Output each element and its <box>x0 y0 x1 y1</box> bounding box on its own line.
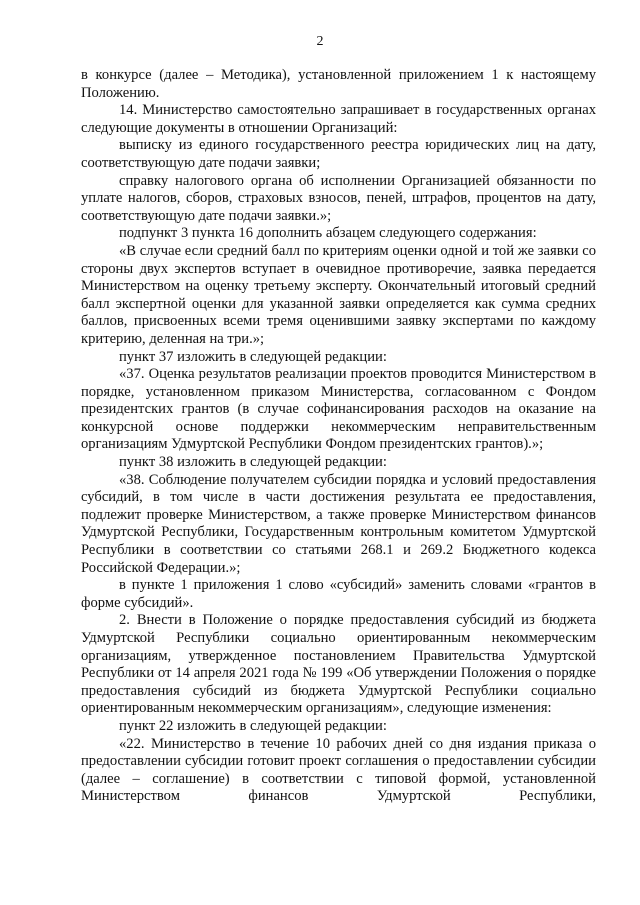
paragraph-13: пункт 22 изложить в следующей редакции: <box>119 717 387 734</box>
paragraph-10: «38. Соблюдение получателем субсидии порядка и условий предоставления субсидий, в том числе в части достижения результата ее предоставления, подлежит проверке Министерством, а также проверке Министерством финансов Удмуртской Республики, Государственным контрольным комитетом Удмуртской Республики в соответствии со статьями 268.1 и 269.2 Бюджетного кодекса Российской Федерации.»; <box>81 471 596 576</box>
paragraph-4: справку налогового органа об исполнении Организацией обязанности по уплате налогов, сборов, страховых взносов, пеней, штрафов, процентов на дату, соответствующую дате подачи заявки.»; <box>81 172 596 224</box>
paragraph-8: «37. Оценка результатов реализации проектов проводится Министерством в порядке, установленном приказом Министерства, согласованном с Фондом президентских грантов (в случае софинансирования расходов на оказание на конкурсной основе поддержки некоммерческим неправительственным организациям Удмуртской Республики Фондом президентских грантов).»; <box>81 366 596 453</box>
paragraph-12: 2. Внести в Положение о порядке предоставления субсидий из бюджета Удмуртской Республики социально ориентированным некоммерческим организациям, утвержденное постановлением Правительства Удмуртской Республики от 14 апреля 2021 года № 199 «Об утверждении Положения о порядке предоставления субсидий из бюджета Удмуртской Республики социально ориентированным некоммерческим организациям», следующие изменения: <box>81 612 596 717</box>
paragraph-6: «В случае если средний балл по критериям оценки одной и той же заявки со стороны двух экспертов вступает в очевидное противоречие, заявка передается Министерством на оценку третьему эксперту. Окончательный итоговый средний балл экспертной оценки для указанной заявки определяется как сумма средних баллов, присвоенных всеми тремя оценившими заявку экспертами по каждому критерию, деленная на три.»; <box>81 242 596 347</box>
paragraph-2: 14. Министерство самостоятельно запрашивает в государственных органах следующие документы в отношении Организаций: <box>81 102 596 136</box>
page-number: 2 <box>316 34 324 49</box>
paragraph-9: пункт 38 изложить в следующей редакции: <box>119 454 387 471</box>
paragraph-14: «22. Министерство в течение 10 рабочих дней со дня издания приказа о предоставлении субсидии готовит проект соглашения о предоставлении субсидии (далее – соглашение) в соответствии с типовой формой, установленной Министерством финансов Удмуртской Республики, <box>81 735 596 805</box>
paragraph-3: выписку из единого государственного реестра юридических лиц на дату, соответствующую дате подачи заявки; <box>81 137 596 171</box>
paragraph-7: пункт 37 изложить в следующей редакции: <box>119 348 387 365</box>
document-body <box>81 67 596 806</box>
paragraph-1: в конкурсе (далее – Методика), установленной приложением 1 к настоящему Положению. <box>81 67 596 101</box>
paragraph-5: подпункт 3 пункта 16 дополнить абзацем следующего содержания: <box>119 225 537 242</box>
paragraph-11: в пункте 1 приложения 1 слово «субсидий» заменить словами «грантов в форме субсидий». <box>81 577 596 611</box>
